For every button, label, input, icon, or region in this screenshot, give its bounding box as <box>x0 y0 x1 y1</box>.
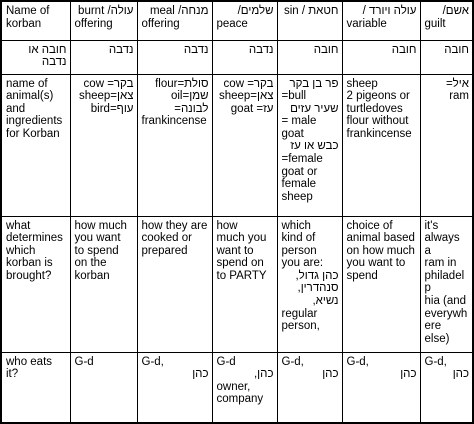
cell-determines-olah-veyored: choice of animal based on how much you want to spend <box>342 216 420 352</box>
cell-ingredients-olah-veyored: sheep 2 pigeons or turtledoves flour without frankincense <box>342 74 420 216</box>
cell-type-mincha: נדבה <box>137 40 212 74</box>
row-ingredients <box>2 74 472 216</box>
cell-type-olah-veyored: חובה <box>342 40 420 74</box>
cell-type-olah: נדבה <box>70 40 137 74</box>
cell-determines-shlamim: how much you want to spend on to PARTY <box>212 216 277 352</box>
row-determines <box>2 216 472 352</box>
cell-name-olah: עולה/ burnt offering <box>70 2 137 40</box>
row-obligation-type <box>2 40 472 74</box>
cell-type-asham: חובה <box>420 40 472 74</box>
cell-type-shlamim: נדבה <box>212 40 277 74</box>
cell-type-chatat: חובה <box>277 40 342 74</box>
cell-name-label: Name of korban <box>2 2 70 40</box>
cell-ingredients-shlamim: בקר= cow צאן=sheep עז= goat <box>212 74 277 216</box>
cell-name-olah-veyored: עולה ויורד / variable <box>342 2 420 40</box>
cell-eats-mincha: G-d, כהן <box>137 352 212 422</box>
cell-name-mincha: מנחה/ meal offering <box>137 2 212 40</box>
cell-eats-olah: G-d <box>70 352 137 422</box>
cell-type-label: חובה או נדבה <box>2 40 70 74</box>
cell-name-shlamim: שלמים/ peace <box>212 2 277 40</box>
cell-determines-mincha: how they are cooked or prepared <box>137 216 212 352</box>
cell-eats-shlamim: G-d כהן, owner, company <box>212 352 277 422</box>
cell-eats-olah-veyored: G-d, כהן <box>342 352 420 422</box>
cell-determines-label: what determines which korban is brought? <box>2 216 70 352</box>
cell-ingredients-olah: בקר= cow צאן=sheep עוף=bird <box>70 74 137 216</box>
cell-determines-chatat: which kind of person you are: כהן גדול, סנהדרין, נשיא, regular person, <box>277 216 342 352</box>
cell-name-asham: אשם/ guilt <box>420 2 472 40</box>
row-korban-name <box>2 2 472 40</box>
korban-table <box>2 2 472 422</box>
cell-ingredients-chatat: פר בן בקר =bull שעיר עזים = male goat כבש או עז =female goat or female sheep <box>277 74 342 216</box>
cell-name-chatat: חטאת / sin <box>277 2 342 40</box>
cell-ingredients-mincha: סולת=flour שמן=oil לבונה= frankincense <box>137 74 212 216</box>
cell-eats-asham: G-d, כהן <box>420 352 472 422</box>
cell-ingredients-asham: איל= ram <box>420 74 472 216</box>
cell-eats-label: who eats it? <box>2 352 70 422</box>
cell-ingredients-label: name of animal(s) and ingredients for Korban <box>2 74 70 216</box>
cell-eats-chatat: G-d, כהן <box>277 352 342 422</box>
cell-determines-olah: how much you want to spend on the korban <box>70 216 137 352</box>
cell-determines-asham: it's always a ram in philadelp hia (and everywh ere else) <box>420 216 472 352</box>
row-who-eats <box>2 352 472 422</box>
